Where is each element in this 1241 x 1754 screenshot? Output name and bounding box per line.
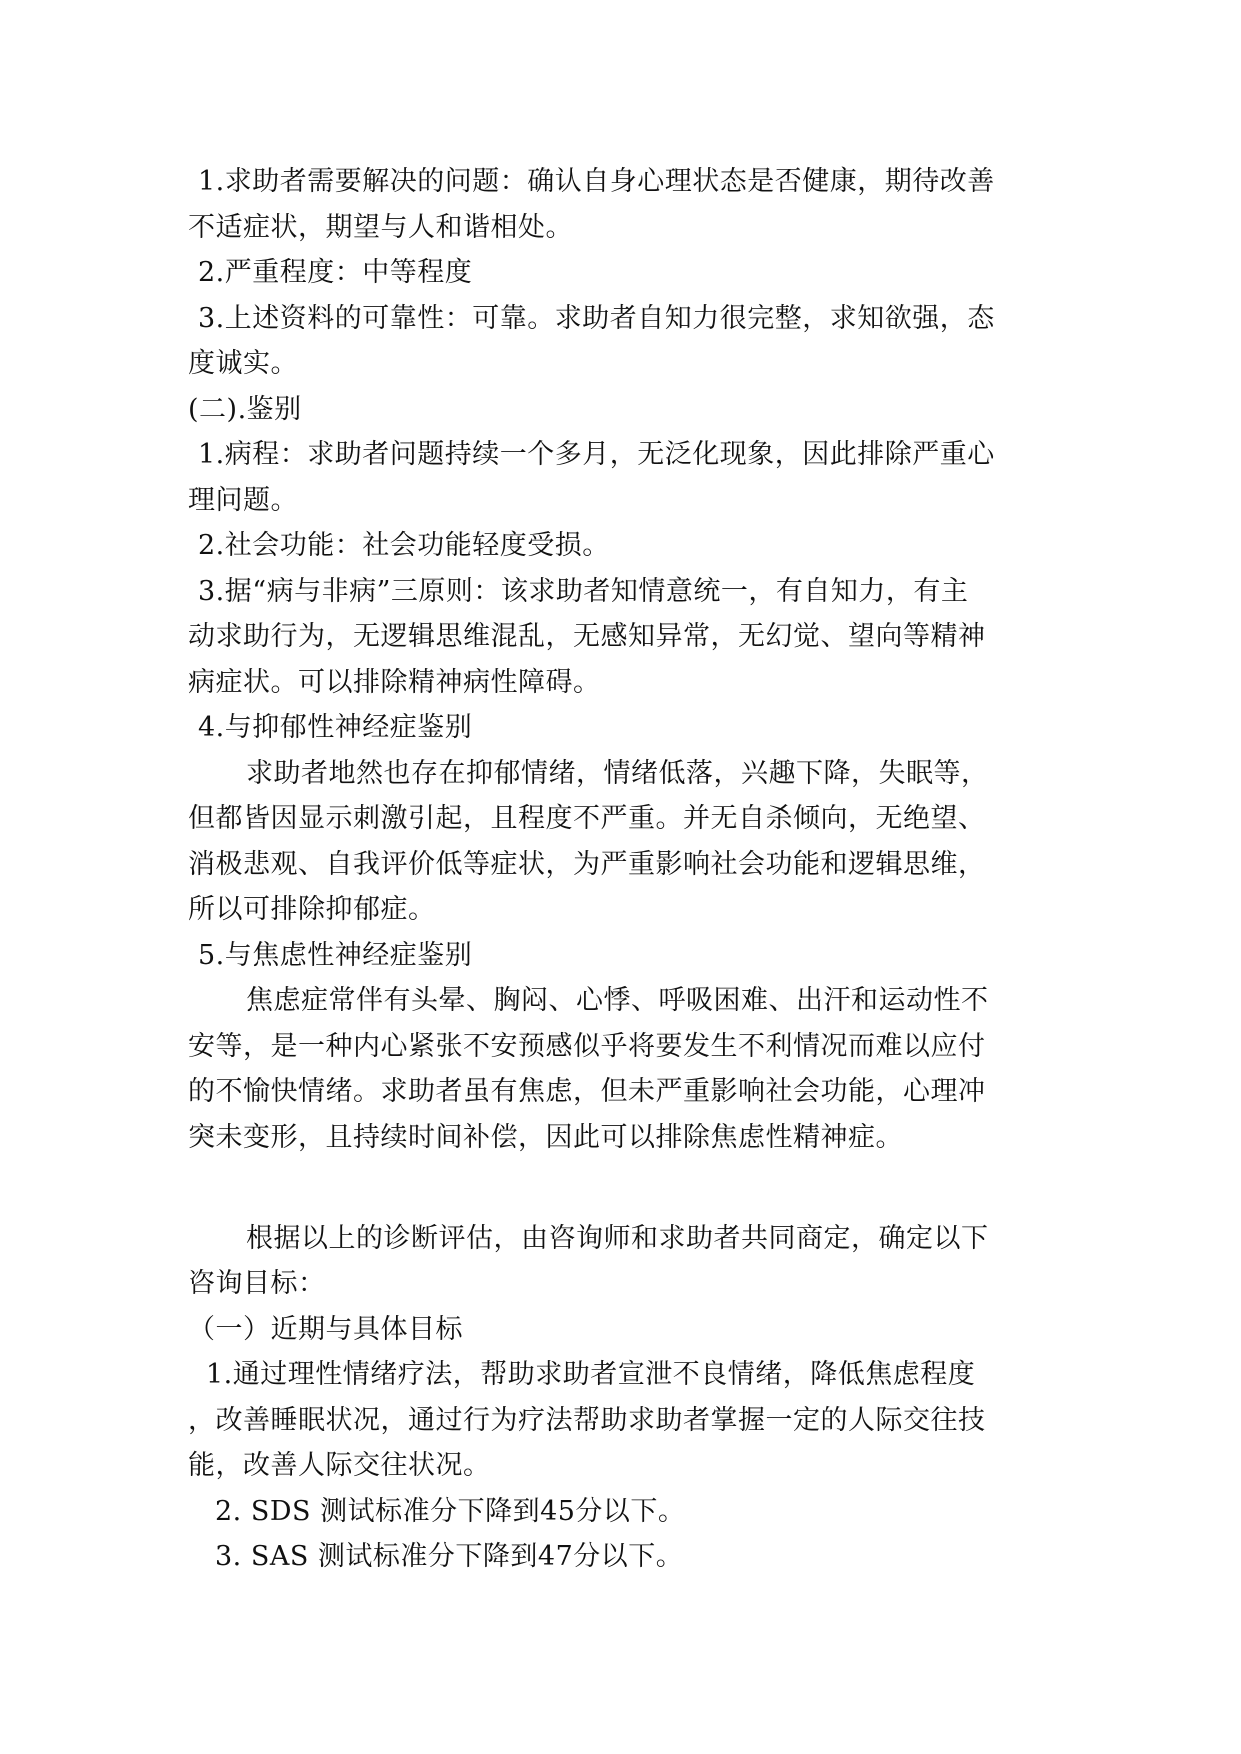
- text-line: 3.上述资料的可靠性：可靠。求助者自知力很完整，求知欲强，态: [198, 303, 995, 334]
- text-line: 能，改善人际交往状况。: [188, 1450, 491, 1481]
- text-line: 5.与焦虑性神经症鉴别: [198, 940, 473, 971]
- text-line: 安等，是一种内心紧张不安预感似乎将要发生不利情况而难以应付: [188, 1031, 986, 1062]
- section-heading: (二).鉴别: [188, 394, 302, 425]
- text-line: 度诚实。: [188, 348, 298, 379]
- text-line: 消极悲观、自我评价低等症状，为严重影响社会功能和逻辑思维，: [188, 849, 986, 880]
- text-line: 焦虑症常伴有头晕、胸闷、心悸、呼吸困难、出汗和运动性不: [246, 985, 989, 1016]
- text-line: 的不愉快情绪。求助者虽有焦虑，但未严重影响社会功能，心理冲: [188, 1076, 986, 1107]
- text-line: 2.严重程度：中等程度: [198, 257, 473, 288]
- text-line: 动求助行为，无逻辑思维混乱，无感知异常，无幻觉、望向等精神: [188, 621, 986, 652]
- text-line: 1.病程：求助者问题持续一个多月，无泛化现象，因此排除严重心: [198, 439, 995, 470]
- text-line: 求助者地然也存在抑郁情绪，情绪低落，兴趣下降，失眠等，: [246, 758, 989, 789]
- text-line: 所以可排除抑郁症。: [188, 894, 436, 925]
- text-line: 但都皆因显示刺激引起，且程度不严重。并无自杀倾向，无绝望、: [188, 803, 986, 834]
- text-line: ，改善睡眠状况，通过行为疗法帮助求助者掌握一定的人际交往技: [188, 1405, 986, 1436]
- list-item: 3. SAS 测试标准分下降到47分以下。: [215, 1541, 684, 1572]
- list-item: 2. SDS 测试标准分下降到45分以下。: [215, 1496, 686, 1527]
- text-line: 2.社会功能：社会功能轻度受损。: [198, 530, 610, 561]
- text-line: 咨询目标：: [188, 1268, 326, 1299]
- text-line: 1.求助者需要解决的问题：确认自身心理状态是否健康，期待改善: [198, 166, 995, 197]
- text-line: 根据以上的诊断评估，由咨询师和求助者共同商定，确定以下: [246, 1223, 989, 1254]
- text-line: 不适症状，期望与人和谐相处。: [188, 212, 573, 243]
- text-line: 理问题。: [188, 485, 298, 516]
- section-heading: （一）近期与具体目标: [188, 1314, 463, 1345]
- text-line: 病症状。可以排除精神病性障碍。: [188, 667, 601, 698]
- text-line: 突未变形，且持续时间补偿，因此可以排除焦虑性精神症。: [188, 1122, 903, 1153]
- text-line: 3.据“病与非病”三原则：该求助者知情意统一，有自知力，有主: [198, 576, 969, 607]
- text-line: 4.与抑郁性神经症鉴别: [198, 712, 473, 743]
- text-line: 1.通过理性情绪疗法，帮助求助者宣泄不良情绪，降低焦虑程度: [206, 1359, 976, 1390]
